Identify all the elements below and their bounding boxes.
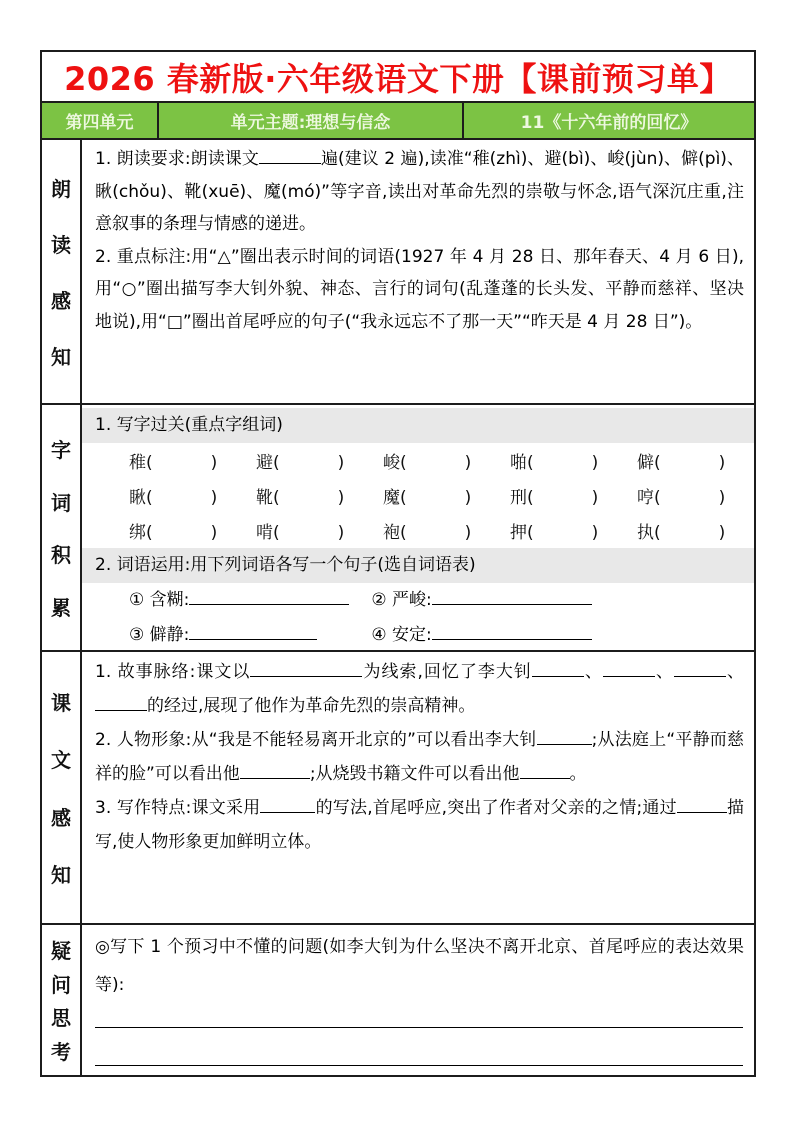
sub-heading xyxy=(82,548,754,583)
text-run: 、 xyxy=(726,662,745,682)
section-label-char: 文 xyxy=(51,748,71,773)
fill-in-blank xyxy=(603,658,655,677)
text-run: ;从烧毁书籍文件可以看出他 xyxy=(309,764,520,784)
character: 押 xyxy=(510,523,527,543)
paren-close: ) xyxy=(591,453,599,473)
paragraph xyxy=(95,1042,744,1075)
fill-in-blank xyxy=(240,760,310,779)
fill-in-blank xyxy=(432,586,592,605)
section-label-char: 字 xyxy=(51,438,71,463)
paren-open: ( xyxy=(654,488,661,508)
paren-open: ( xyxy=(273,488,280,508)
paren-close: ) xyxy=(210,453,218,473)
paren-close: ) xyxy=(718,453,726,473)
section-label-char: 思 xyxy=(51,1006,71,1031)
character: 执 xyxy=(637,523,654,543)
paren-open: ( xyxy=(146,453,153,473)
fill-in-blank xyxy=(260,794,315,813)
character: 啃 xyxy=(256,523,273,543)
text-run: 1. 朗读要求:朗读课文 xyxy=(95,149,259,169)
section-label-char: 考 xyxy=(51,1039,71,1064)
paren-open: ( xyxy=(527,488,534,508)
section-label-char: 感 xyxy=(51,289,71,313)
character: 刑 xyxy=(510,488,527,508)
section-word-accumulation xyxy=(42,403,754,650)
section-label-char: 问 xyxy=(51,972,71,997)
paren-close: ) xyxy=(718,488,726,508)
text-run: ② 严峻: xyxy=(371,590,432,610)
word-cell xyxy=(256,483,383,508)
fill-in-blank xyxy=(189,586,349,605)
fill-in-blank xyxy=(250,658,362,677)
spacer xyxy=(349,588,371,605)
text-run: ① 含糊: xyxy=(129,590,190,610)
section-label-char: 累 xyxy=(51,595,71,620)
section-label-char: 词 xyxy=(51,490,71,515)
text-run: 1. 写字过关(重点字组词) xyxy=(95,415,283,435)
text-run: 遍(建议 2 遍),读准“稚(zhì)、避(bì)、峻(jùn)、僻(pì)、瞅(chǒu)、靴(xuē)、魔(mó)”等字音,读出对革命先烈的崇敬与怀念,语气深沉庄重,注意叙事的条理与情感的递进。 xyxy=(95,149,744,234)
paren-open: ( xyxy=(273,453,280,473)
text-run: 2. 重点标注:用“△”圈出表示时间的词语(1927 年 4 月 28 日、那年春天、4 月 6 日),用“○”圈出描写李大钊外貌、神态、言行的词句(乱蓬蓬的长头发、平静而慈祥、坚决地说),用“□”圈出首尾呼应的句子(“我永远忘不了那一天”“昨天是 4 月 28 日”)。 xyxy=(95,246,744,332)
text-run: 。 xyxy=(569,764,587,784)
section-question-thinking xyxy=(42,923,754,1075)
text-run: 、 xyxy=(583,662,603,682)
fill-in-blank xyxy=(189,621,317,640)
fill-in-blank xyxy=(532,658,584,677)
word-cell xyxy=(383,483,510,508)
paren-open: ( xyxy=(273,523,280,543)
word-cell xyxy=(383,448,510,473)
section-reading-perception xyxy=(42,140,754,403)
text-run: 2. 词语运用:用下列词语各写一个句子(选自词语表) xyxy=(95,555,476,575)
text-run: 描写,使人物形象更加鲜明立体。 xyxy=(95,798,744,852)
paren-open: ( xyxy=(400,523,407,543)
section-content xyxy=(82,140,754,403)
paren-close: ) xyxy=(464,453,472,473)
paren-close: ) xyxy=(718,523,726,543)
section-label-char: 读 xyxy=(51,233,71,257)
paragraph xyxy=(95,928,744,1004)
title-bar xyxy=(42,52,754,103)
text-run: ④ 安定: xyxy=(371,625,432,645)
section-label-char: 课 xyxy=(51,690,71,715)
text-run: ◎写下 1 个预习中不懂的问题(如李大钊为什么坚决不离开北京、首尾呼应的表达效果等): xyxy=(95,937,744,995)
text-run: 3. 写作特点:课文采用 xyxy=(95,798,261,818)
unit-number-cell: 第四单元 xyxy=(65,113,134,133)
page-title: 2026 春新版·六年级语文下册【课前预习单】 xyxy=(64,59,732,98)
word-cell xyxy=(256,448,383,473)
fill-in-blank xyxy=(674,658,726,677)
character: 魔 xyxy=(383,488,400,508)
word-grid-row xyxy=(95,443,744,478)
character: 峻 xyxy=(383,453,400,473)
character: 靴 xyxy=(256,488,273,508)
paragraph xyxy=(95,583,744,618)
paragraph xyxy=(95,723,744,791)
section-content xyxy=(82,405,754,650)
word-cell xyxy=(256,518,383,543)
section-label-char: 知 xyxy=(51,863,71,888)
character: 袍 xyxy=(383,523,400,543)
paren-open: ( xyxy=(400,453,407,473)
text-run: ;从法庭上“平静而慈祥的脸”可以看出他 xyxy=(95,730,744,784)
paren-open: ( xyxy=(527,453,534,473)
paren-close: ) xyxy=(210,523,218,543)
sub-heading xyxy=(82,408,754,443)
character: 僻 xyxy=(637,453,654,473)
text-run: 2. 人物形象:从“我是不能轻易离开北京的”可以看出李大钊 xyxy=(95,730,537,750)
word-cell xyxy=(510,448,637,473)
section-label-char: 知 xyxy=(51,345,71,369)
paren-close: ) xyxy=(337,488,345,508)
fill-in-blank xyxy=(95,692,147,711)
paren-close: ) xyxy=(210,488,218,508)
fill-in-blank xyxy=(95,1047,743,1066)
text-run: 的写法,首尾呼应,突出了作者对父亲的之情;通过 xyxy=(315,798,677,818)
character: 绑 xyxy=(129,523,146,543)
fill-in-blank xyxy=(537,726,592,745)
fill-in-blank xyxy=(259,145,321,164)
word-cell xyxy=(637,483,754,508)
section-text-perception xyxy=(42,650,754,923)
text-run: 为线索,回忆了李大钊 xyxy=(362,662,532,682)
character: 瞅 xyxy=(129,488,146,508)
word-grid-row xyxy=(95,478,744,513)
section-content xyxy=(82,925,754,1075)
paragraph xyxy=(95,791,744,859)
paren-open: ( xyxy=(400,488,407,508)
paragraph xyxy=(95,1004,744,1042)
section-label-char: 疑 xyxy=(51,939,71,964)
fill-in-blank xyxy=(677,794,727,813)
character: 稚 xyxy=(129,453,146,473)
paren-close: ) xyxy=(591,523,599,543)
paren-open: ( xyxy=(654,453,661,473)
section-label xyxy=(42,652,82,923)
word-cell xyxy=(637,448,754,473)
word-cell xyxy=(637,518,754,543)
paren-close: ) xyxy=(337,523,345,543)
lesson-title-cell: 11《十六年前的回忆》 xyxy=(462,103,754,138)
paren-close: ) xyxy=(337,453,345,473)
word-grid-row xyxy=(95,513,744,548)
worksheet xyxy=(40,50,756,1077)
paren-open: ( xyxy=(146,488,153,508)
text-run: 、 xyxy=(654,662,675,682)
character: 啪 xyxy=(510,453,527,473)
paragraph xyxy=(95,143,744,241)
paragraph xyxy=(95,655,744,723)
section-label xyxy=(42,140,82,403)
paren-open: ( xyxy=(654,523,661,543)
paren-close: ) xyxy=(464,523,472,543)
unit-theme-cell: 单元主题:理想与信念 xyxy=(157,103,462,138)
fill-in-blank xyxy=(432,621,592,640)
word-cell xyxy=(510,483,637,508)
paren-open: ( xyxy=(527,523,534,543)
text-run: 1. 故事脉络:课文以 xyxy=(95,662,251,682)
fill-in-blank xyxy=(520,760,570,779)
section-label-char: 积 xyxy=(51,543,71,568)
character: 避 xyxy=(256,453,273,473)
word-cell xyxy=(129,448,256,473)
word-cell xyxy=(129,483,256,508)
word-cell xyxy=(129,518,256,543)
word-cell xyxy=(383,518,510,543)
section-label xyxy=(42,405,82,650)
text-run: 的经过,展现了他作为革命先烈的崇高精神。 xyxy=(147,696,476,716)
character: 哼 xyxy=(637,488,654,508)
word-cell xyxy=(510,518,637,543)
section-label-char: 感 xyxy=(51,805,71,830)
unit-header-row xyxy=(42,103,754,140)
paren-close: ) xyxy=(464,488,472,508)
text-run: ③ 僻静: xyxy=(129,625,190,645)
paragraph xyxy=(95,618,744,650)
spacer xyxy=(317,623,371,640)
paren-open: ( xyxy=(146,523,153,543)
fill-in-blank xyxy=(95,1009,743,1028)
section-label xyxy=(42,925,82,1075)
section-label-char: 朗 xyxy=(51,177,71,201)
section-content xyxy=(82,652,754,923)
paren-close: ) xyxy=(591,488,599,508)
paragraph xyxy=(95,241,744,339)
